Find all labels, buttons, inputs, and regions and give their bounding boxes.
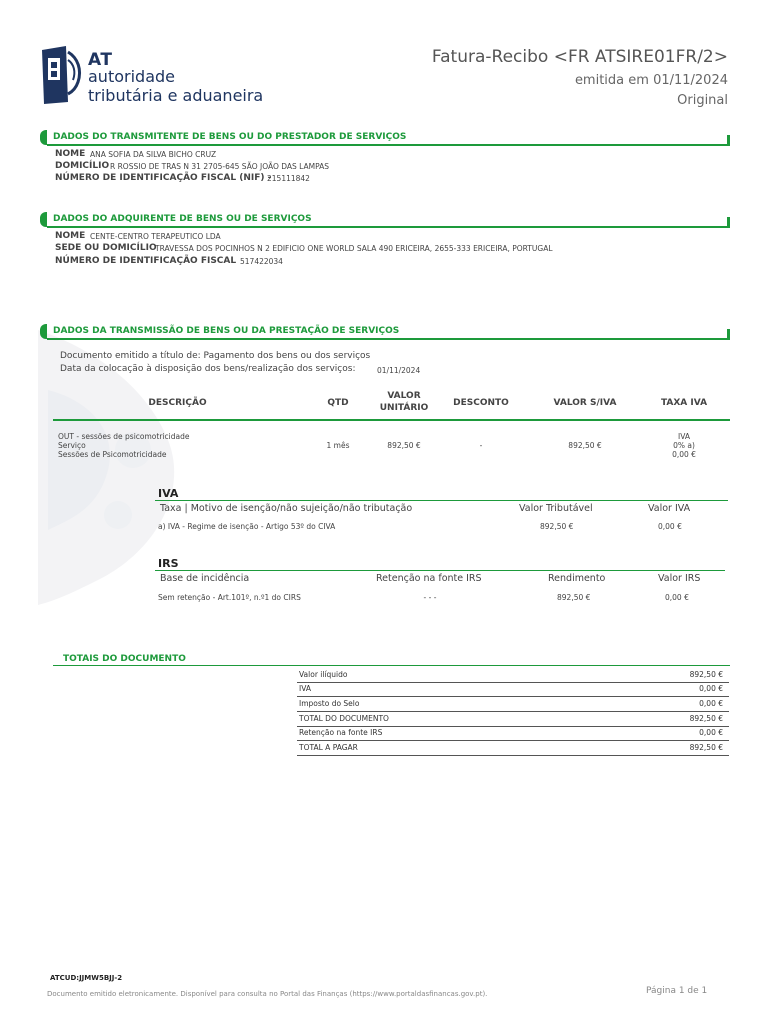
irs-header-retention: Retenção na fonte IRS [376, 573, 482, 584]
buyer-section-title: DADOS DO ADQUIRENTE DE BENS OU DE SERVIÇOS [53, 214, 312, 224]
page-number: Página 1 de 1 [646, 986, 708, 996]
issuer-address: R ROSSIO DE TRAS N 31 2705-645 SÃO JOÃO DAS LAMPAS [110, 162, 330, 171]
issuer-name-label: NOME [55, 149, 86, 159]
iva-header-taxable: Valor Tributável [519, 503, 593, 514]
totals-row [297, 697, 729, 712]
item-unit-value: 892,50 € [387, 441, 421, 450]
totals-label: IVA [299, 684, 311, 693]
totals-value: 0,00 € [699, 728, 723, 737]
item-vat-1: IVA [678, 432, 690, 441]
issuer-nif: 215111842 [267, 174, 310, 183]
item-desc-1: OUT - sessões de psicomotricidade [58, 432, 190, 441]
totals-label: Imposto do Selo [299, 699, 360, 708]
items-header-rule [53, 419, 730, 421]
iva-title: IVA [158, 487, 179, 500]
totals-value: 892,50 € [689, 743, 723, 752]
delivery-date-label: Data da colocação à disposição dos bens/realização dos serviços: [60, 364, 356, 374]
item-vat-2: 0% a) [673, 441, 695, 450]
totals-label: TOTAL DO DOCUMENTO [299, 714, 389, 723]
transmission-section-header [40, 324, 730, 340]
item-desc-3: Sessões de Psicomotricidade [58, 450, 167, 459]
totals-row [297, 682, 729, 697]
irs-header-income: Rendimento [548, 573, 606, 584]
totals-value: 0,00 € [699, 684, 723, 693]
item-net-value: 892,50 € [568, 441, 602, 450]
item-qty: 1 mês [326, 441, 350, 450]
iva-header-vat: Valor IVA [648, 503, 691, 514]
iva-taxable: 892,50 € [540, 522, 574, 531]
document-purpose: Documento emitido a título de: Pagamento dos bens ou dos serviços [60, 351, 371, 361]
totals-label: TOTAL A PAGAR [299, 743, 358, 752]
issuer-nif-label: NÚMERO DE IDENTIFICAÇÃO FISCAL (NIF) - [55, 173, 272, 183]
iva-header-reason: Taxa | Motivo de isenção/não sujeição/não tributação [160, 503, 413, 514]
buyer-nif: 517422034 [240, 257, 283, 266]
buyer-address: TRAVESSA DOS POCINHOS N 2 EDIFICIO ONE WORLD SALA 490 ERICEIRA, 2655-333 ERICEIRA, PORTUGAL [155, 244, 553, 253]
iva-rule [155, 500, 728, 501]
item-discount: - [479, 441, 483, 450]
irs-value: 0,00 € [665, 593, 689, 602]
buyer-nif-label: NÚMERO DE IDENTIFICAÇÃO FISCAL [55, 256, 237, 266]
transmission-section-title: DADOS DA TRANSMISSÃO DE BENS OU DA PRESTAÇÃO DE SERVIÇOS [53, 326, 400, 336]
iva-value: 0,00 € [658, 522, 682, 531]
irs-rule [155, 570, 725, 571]
col-net-value: VALOR S/IVA [553, 398, 617, 408]
totals-title: TOTAIS DO DOCUMENTO [63, 654, 186, 664]
totals-rule [53, 665, 730, 666]
item-desc-2: Serviço [58, 441, 86, 450]
totals-row [297, 712, 729, 727]
brand-line-2: tributária e aduaneira [88, 86, 264, 105]
totals-row [297, 668, 729, 683]
irs-title: IRS [158, 557, 179, 570]
issuer-section-header [40, 130, 730, 146]
copy-label: Original [677, 93, 728, 108]
totals-value: 0,00 € [699, 699, 723, 708]
at-logo-icon [38, 44, 84, 106]
brand-short: AT [88, 50, 113, 70]
iva-reason: a) IVA - Regime de isenção - Artigo 53º do CIVA [158, 522, 336, 531]
delivery-date: 01/11/2024 [377, 366, 421, 375]
issuer-section-title: DADOS DO TRANSMITENTE DE BENS OU DO PRESTADOR DE SERVIÇOS [53, 132, 407, 142]
col-qty: QTD [327, 398, 349, 408]
totals-label: Valor ilíquido [299, 670, 348, 679]
totals-label: Retenção na fonte IRS [299, 728, 383, 737]
issuer-address-label: DOMICÍLIO [55, 161, 110, 171]
totals-row [297, 726, 729, 741]
buyer-address-label: SEDE OU DOMICÍLIO [55, 243, 157, 253]
col-unit-value-2: UNITÁRIO [379, 403, 429, 413]
col-unit-value-1: VALOR [387, 391, 421, 401]
irs-income: 892,50 € [557, 593, 591, 602]
irs-header-base: Base de incidência [160, 573, 250, 584]
issuer-name: ANA SOFIA DA SILVA BICHO CRUZ [90, 150, 217, 159]
footer-note: Documento emitido eletronicamente. Disponível para consulta no Portal das Finanças (https://www.portaldasfinancas.gov.pt). [47, 990, 488, 998]
totals-value: 892,50 € [689, 714, 723, 723]
col-vat-rate: TAXA IVA [660, 398, 708, 408]
col-discount: DESCONTO [453, 398, 509, 408]
irs-base: Sem retenção - Art.101º, n.º1 do CIRS [158, 593, 301, 602]
irs-header-value: Valor IRS [658, 573, 701, 584]
buyer-section-header [40, 212, 730, 228]
atcud-code: ATCUD:JJMW5BJJ-2 [50, 974, 123, 982]
totals-value: 892,50 € [689, 670, 723, 679]
irs-retention: - - - [423, 593, 437, 602]
buyer-name-label: NOME [55, 231, 86, 241]
totals-row [297, 741, 729, 756]
issue-date: emitida em 01/11/2024 [574, 73, 728, 88]
buyer-name: CENTE-CENTRO TERAPEUTICO LDA [90, 232, 221, 241]
col-description: DESCRIÇÃO [148, 398, 207, 408]
brand-line-1: autoridade [88, 67, 175, 86]
document-title: Fatura-Recibo <FR ATSIRE01FR/2> [431, 47, 728, 67]
item-vat-3: 0,00 € [672, 450, 696, 459]
